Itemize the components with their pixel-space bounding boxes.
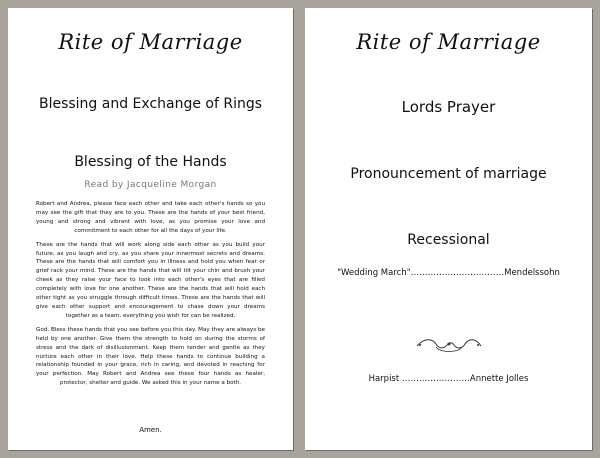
flourish-divider-icon [305,334,592,356]
section-heading-rings: Blessing and Exchange of Rings [38,96,263,112]
reader-credit: Read by Jacqueline Morgan [84,180,217,190]
blessing-paragraph: These are the hands that will work along side each other as you build your future, as you laugh and cry, as you share your innermost secrets and dreams. These are the hands that will comfort you in illness and hold you when fear or grief rack your mind. These are the hands that will tilt your chin and brush your cheek as they raise your face to look into each other's eyes that are filled completely with love for one another. These are the hands that will hold each other tight as you struggle through difficult times. These are the hands that will give each other support and encouragement to chase down your dreams together as a team, everything you wish for can be realized. [36,241,265,319]
blessing-text [8,200,293,393]
recessional-music-line: "Wedding March"……………………………Mendelssohn [337,268,560,278]
harpist-credit-line: Harpist ……………………Annette Jolles [368,374,529,384]
section-heading-lords-prayer: Lords Prayer [401,98,496,116]
page-title: Rite of Marriage [58,30,243,54]
page-title: Rite of Marriage [356,30,541,54]
program-page-right [305,8,592,450]
closing-amen: Amen. [139,426,162,434]
section-heading-pronouncement: Pronouncement of marriage [350,166,547,182]
section-heading-recessional: Recessional [407,232,490,248]
section-heading-hands: Blessing of the Hands [74,154,227,170]
blessing-paragraph: God, Bless these hands that you see before you this day. May they are always be held by one another. Give them the strength to hold on during the storms of stress and the dark of disillusionment. Keep them tender and gentle as they nurture each other in their love. Help these hands to continue building a relationship founded in your grace, rich in caring, and devoted in reaching for your perfection. May Robert and Andrea see these four hands as healer, protector, shelter and guide. We asked this in your name a both. [36,326,265,387]
program-page-left [8,8,293,450]
blessing-paragraph: Robert and Andrea, please face each other and take each other's hands so you may see the gift that they are to you. These are the hands of your best friend, young and strong and vibrant with love, as you promise your love and commitment to each other for all the days of your life. [36,201,265,234]
